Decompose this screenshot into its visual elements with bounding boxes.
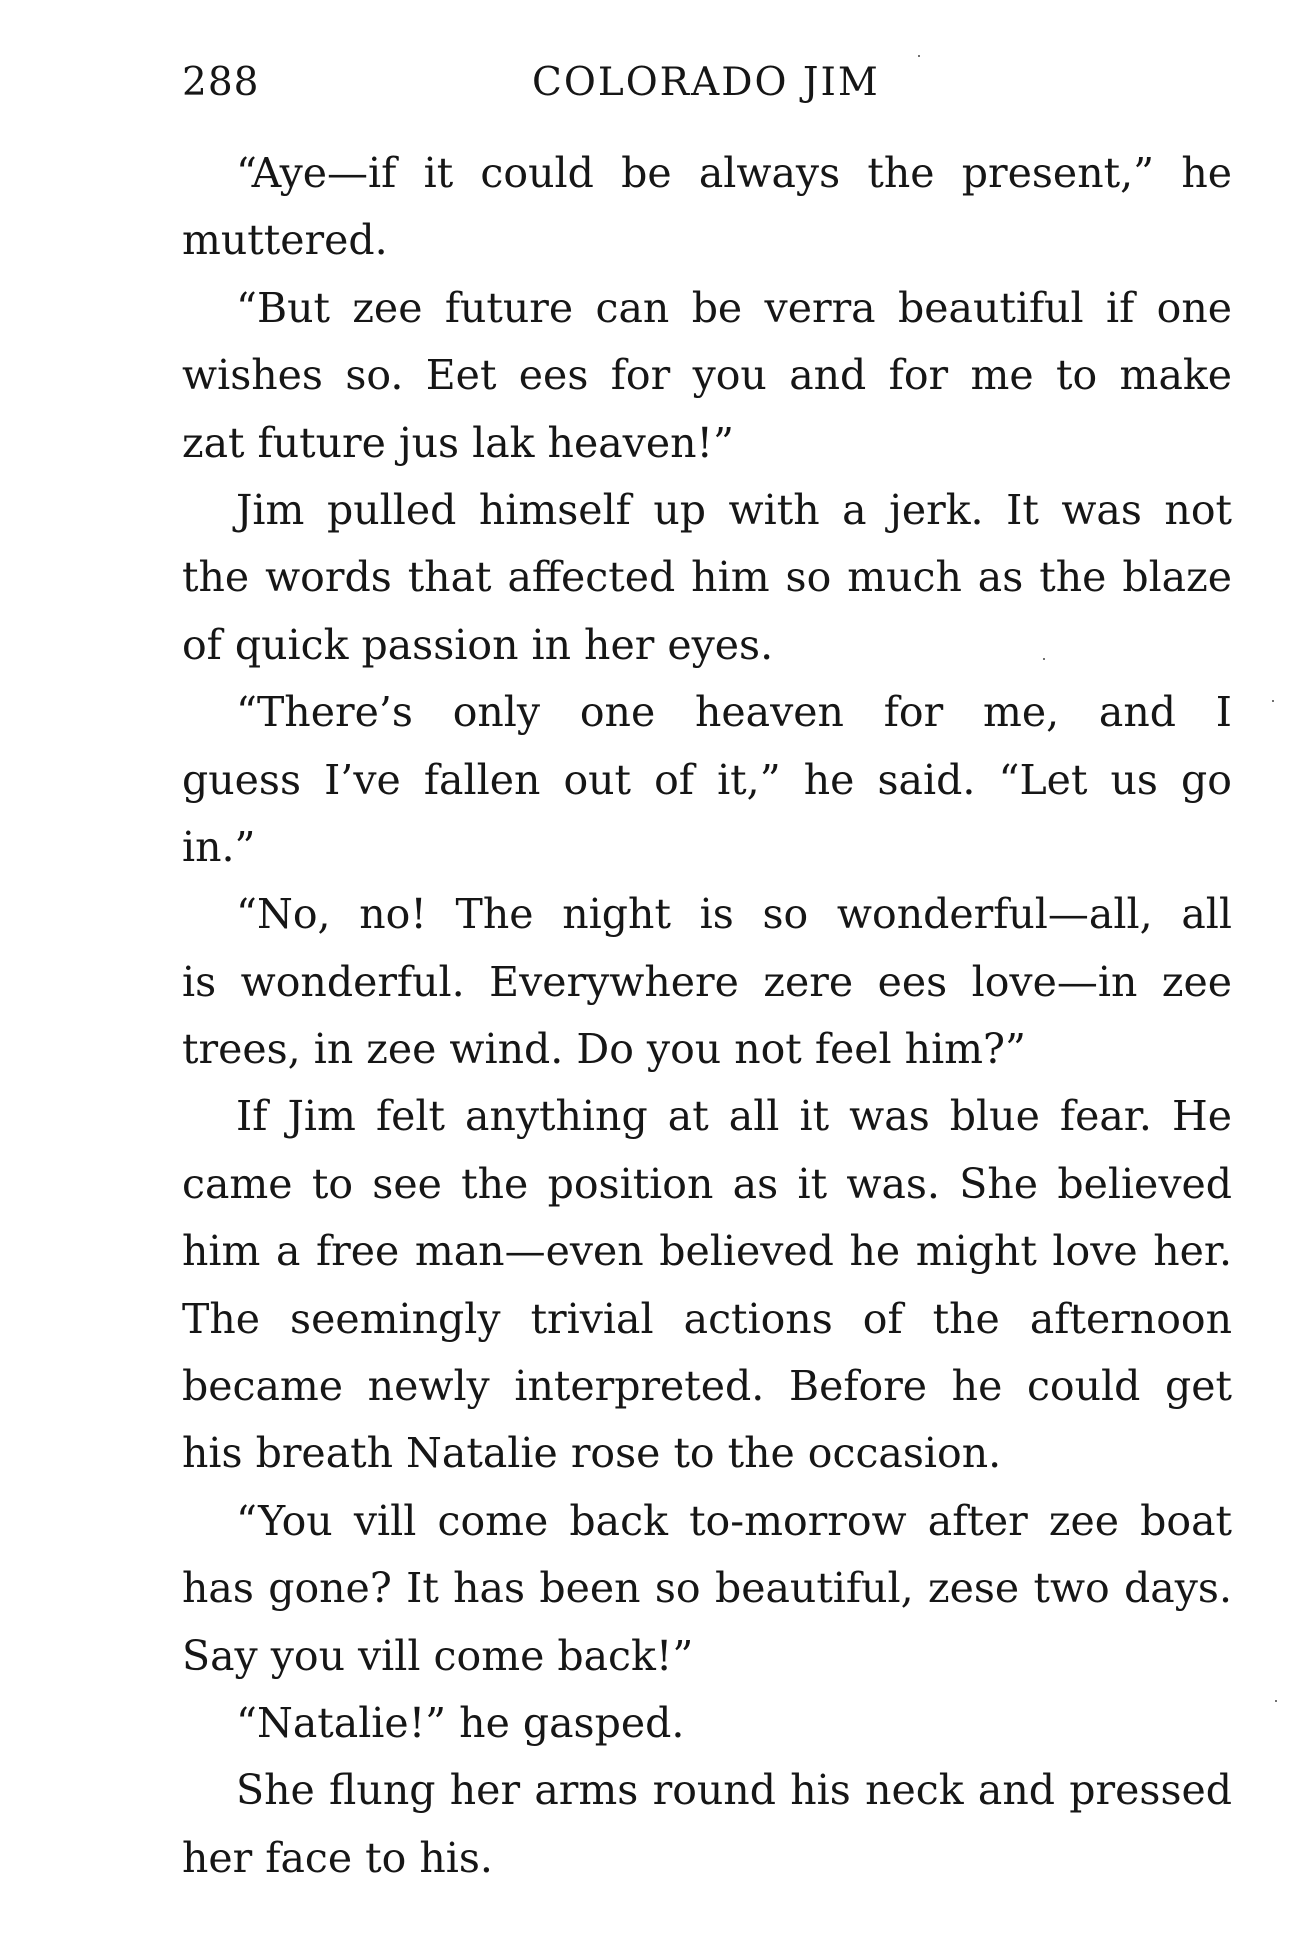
scan-speck bbox=[918, 55, 920, 57]
text-line: The seemingly trivial actions of the afternoon bbox=[182, 1294, 1232, 1343]
text-line: came to see the position as it was. She believed bbox=[182, 1159, 1232, 1208]
text-line: “You vill come back to-morrow after zee boat bbox=[236, 1496, 1232, 1545]
text-line: “Aye—if it could be always the present,” he bbox=[236, 149, 1232, 197]
body-text bbox=[182, 140, 1232, 1892]
text-line: guess I’ve fallen out of it,” he said. “Let us go bbox=[182, 755, 1232, 804]
text-line: trees, in zee wind. Do you not feel him?” bbox=[182, 1025, 1027, 1074]
text-line: is wonderful. Everywhere zere ees love—in zee bbox=[182, 957, 1232, 1006]
text-line: “No, no! The night is so wonderful—all, all bbox=[236, 890, 1232, 939]
text-line: in.” bbox=[182, 822, 256, 871]
text-line: “There’s only one heaven for me, and I bbox=[236, 688, 1232, 737]
text-line: muttered. bbox=[182, 216, 388, 265]
page-header bbox=[182, 52, 1232, 108]
text-line: zat future jus lak heaven!” bbox=[182, 418, 734, 467]
scan-speck bbox=[1272, 700, 1274, 702]
scan-speck bbox=[1043, 658, 1045, 660]
running-title: COLORADO JIM bbox=[532, 60, 880, 105]
scan-speck bbox=[1275, 1700, 1277, 1702]
text-line: “Natalie!” he gasped. bbox=[236, 1698, 685, 1747]
text-line: him a free man—even believed he might love her. bbox=[182, 1227, 1232, 1276]
text-line: has gone? It has been so beautiful, zese two days. bbox=[182, 1564, 1232, 1613]
text-line: Jim pulled himself up with a jerk. It was not bbox=[236, 485, 1232, 534]
text-line: of quick passion in her eyes. bbox=[182, 620, 774, 669]
text-line: his breath Natalie rose to the occasion. bbox=[182, 1429, 1002, 1478]
text-line: Say you vill come back!” bbox=[182, 1631, 694, 1680]
text-line: her face to his. bbox=[182, 1833, 493, 1882]
text-line: If Jim felt anything at all it was blue fear. He bbox=[236, 1092, 1232, 1141]
text-line: became newly interpreted. Before he could get bbox=[182, 1362, 1232, 1411]
page-number: 288 bbox=[182, 60, 260, 105]
text-line: wishes so. Eet ees for you and for me to make bbox=[182, 351, 1232, 400]
text-line: She flung her arms round his neck and pressed bbox=[236, 1766, 1232, 1815]
text-line: “But zee future can be verra beautiful if one bbox=[236, 283, 1232, 332]
text-line: the words that affected him so much as the blaze bbox=[182, 553, 1232, 602]
